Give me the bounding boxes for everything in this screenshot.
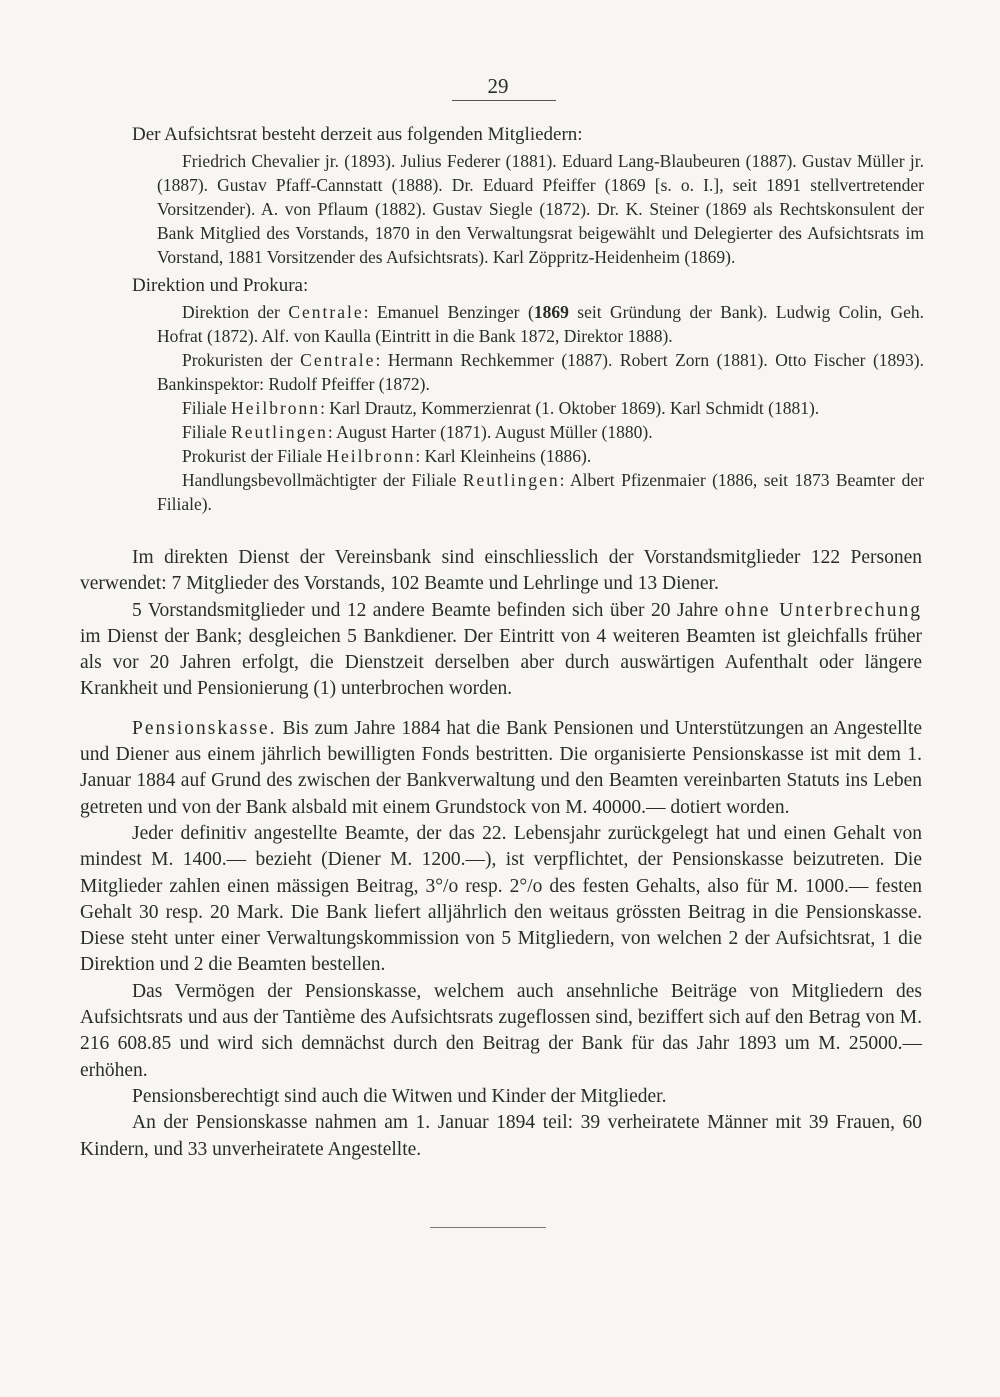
pensionskasse-title: Pensionskasse. <box>132 717 277 739</box>
paragraph-membership: Jeder definitiv angestellte Beamte, der das 22. Lebensjahr zurückgelegt hat und einen Gehalt von mindest M. 1400.— bezieht (Diener M. 1200.—), ist verpflichtet, der Pensionskasse beizutreten. Die Mitglieder zahlen einen mässigen Beitrag, 3°/o resp. 2°/o des festen Gehalts, also für M. 1000.— festen Gehalt 30 resp. 20 Mark. Die Bank liefert alljährlich den weitaus grössten Beitrag in die Pensionskasse. Diese steht unter einer Verwaltungskommission von 5 Mitgliedern, von welchen 2 der Aufsichtsrat, 1 die Direktion und 2 die Beamten bestellen. <box>80 822 922 976</box>
spaced-emphasis: ohne Unterbrechung <box>724 599 923 621</box>
paragraph-assets: Das Vermögen der Pensionskasse, welchem auch ansehnliche Beiträge von Mitgliedern des Aufsichtsrats und aus der Tantième des Aufsichtsrats zugeflossen sind, beziffert sich auf den Betrag von M. 216 608.85 und wird sich demnächst durch den Beitrag der Bank für das Jahr 1893 um M. 25000.— erhöhen. <box>80 980 922 1081</box>
bottom-rule <box>430 1227 546 1228</box>
heilbronn-place: Heilbronn <box>231 398 321 418</box>
prokurist-entry: Prokurist der Filiale Heilbronn: Karl Kleinheins (1886). <box>182 446 592 466</box>
paragraph-entitled: Pensionsberechtigt sind auch die Witwen und Kinder der Mitglieder. <box>132 1085 667 1107</box>
direktion-place: Centrale <box>288 302 364 322</box>
paragraph-pensionskasse: Pensionskasse. Bis zum Jahre 1884 hat die Bank Pensionen und Unterstützungen an Angestellte und Diener aus einem jährlich bewilligten Fonds bestritten. Die organisierte Pensionskasse ist mit dem 1. Januar 1884 auf Grund des zwischen der Bankverwaltung und den Beamten vereinbarten Statuts ins Leben getreten und von der Bank alsbald mit einem Grundstock von M. 40000.— dotiert worden. <box>80 717 922 818</box>
direktion-heading: Direktion und Prokura: <box>132 275 309 296</box>
prokuristen-place: Centrale <box>300 350 376 370</box>
direktion-year: 1869 <box>533 302 569 322</box>
prokuristen-entry: Prokuristen der Centrale: Hermann Rechkemmer (1887). Robert Zorn (1881). Otto Fischer (1893). Bankinspektor: Rudolf Pfeiffer (1872). <box>157 350 925 394</box>
direktion-entry: Direktion der Centrale: Emanuel Benzinger (1869 seit Gründung der Bank). Ludwig Colin, Geh. Hofrat (1872). Alf. von Kaulla (Eintritt in die Bank 1872, Direktor 1888). <box>157 302 925 346</box>
page-number-rule <box>452 100 556 101</box>
aufsichtsrat-members: Friedrich Chevalier jr. (1893). Julius Federer (1881). Eduard Lang-Blaubeuren (1887). Gustav Müller jr. (1887). Gustav Pfaff-Cannstatt (1888). Dr. Eduard Pfeiffer (1869 [s. o. I.], seit 1891 stellvertretender Vorsitzender). A. von Pflaum (1882). Gustav Siegle (1872). Dr. K. Steiner (1869 als Rechtskonsulent der Bank Mitglied des Vorstands, 1870 in den Verwaltungsrat beigewählt und Delegierter des Aufsichtsrats im Vorstand, 1881 Vorsitzender des Aufsichtsrats). Karl Zöppritz-Heidenheim (1869). <box>157 151 924 267</box>
filiale-heilbronn-entry: Filiale Heilbronn: Karl Drautz, Kommerzienrat (1. Oktober 1869). Karl Schmidt (1881). <box>182 398 820 418</box>
body-text <box>80 545 922 1163</box>
bankinspektor-label: Bankinspektor <box>157 374 260 394</box>
filiale-reutlingen-entry: Filiale Reutlingen: August Harter (1871). August Müller (1880). <box>182 422 653 442</box>
paragraph-participants: An der Pensionskasse nahmen am 1. Januar 1894 teil: 39 verheiratete Männer mit 39 Frauen, 60 Kindern, und 33 unverheiratete Angestellte. <box>80 1112 922 1160</box>
board-section <box>132 122 924 516</box>
handlung-entry: Handlungsbevollmächtigter der Filiale Reutlingen: Albert Pfizenmaier (1886, seit 1873 Beamter der Filiale). <box>157 470 924 514</box>
page-number: 29 <box>487 74 509 98</box>
paragraph-staff: Im direkten Dienst der Vereinsbank sind einschliesslich der Vorstandsmitglieder 122 Personen verwendet: 7 Mitglieder des Vorstands, 102 Beamte und Lehrlinge und 13 Diener. <box>80 547 922 595</box>
aufsichtsrat-heading: Der Aufsichtsrat besteht derzeit aus folgenden Mitgliedern: <box>132 124 583 145</box>
reutlingen-place: Reutlingen <box>231 422 328 442</box>
paragraph-service: 5 Vorstandsmitglieder und 12 andere Beamte befinden sich über 20 Jahre ohne Unterbrechung im Dienst der Bank; desgleichen 5 Bankdiener. Der Eintritt von 4 weiteren Beamten ist gleichfalls früher als vor 20 Jahren erfolgt, die Dienstzeit derselben aber durch auswärtigen Aufenthalt oder längere Krankheit und Pensionierung (1) unterbrochen worden. <box>80 599 923 700</box>
